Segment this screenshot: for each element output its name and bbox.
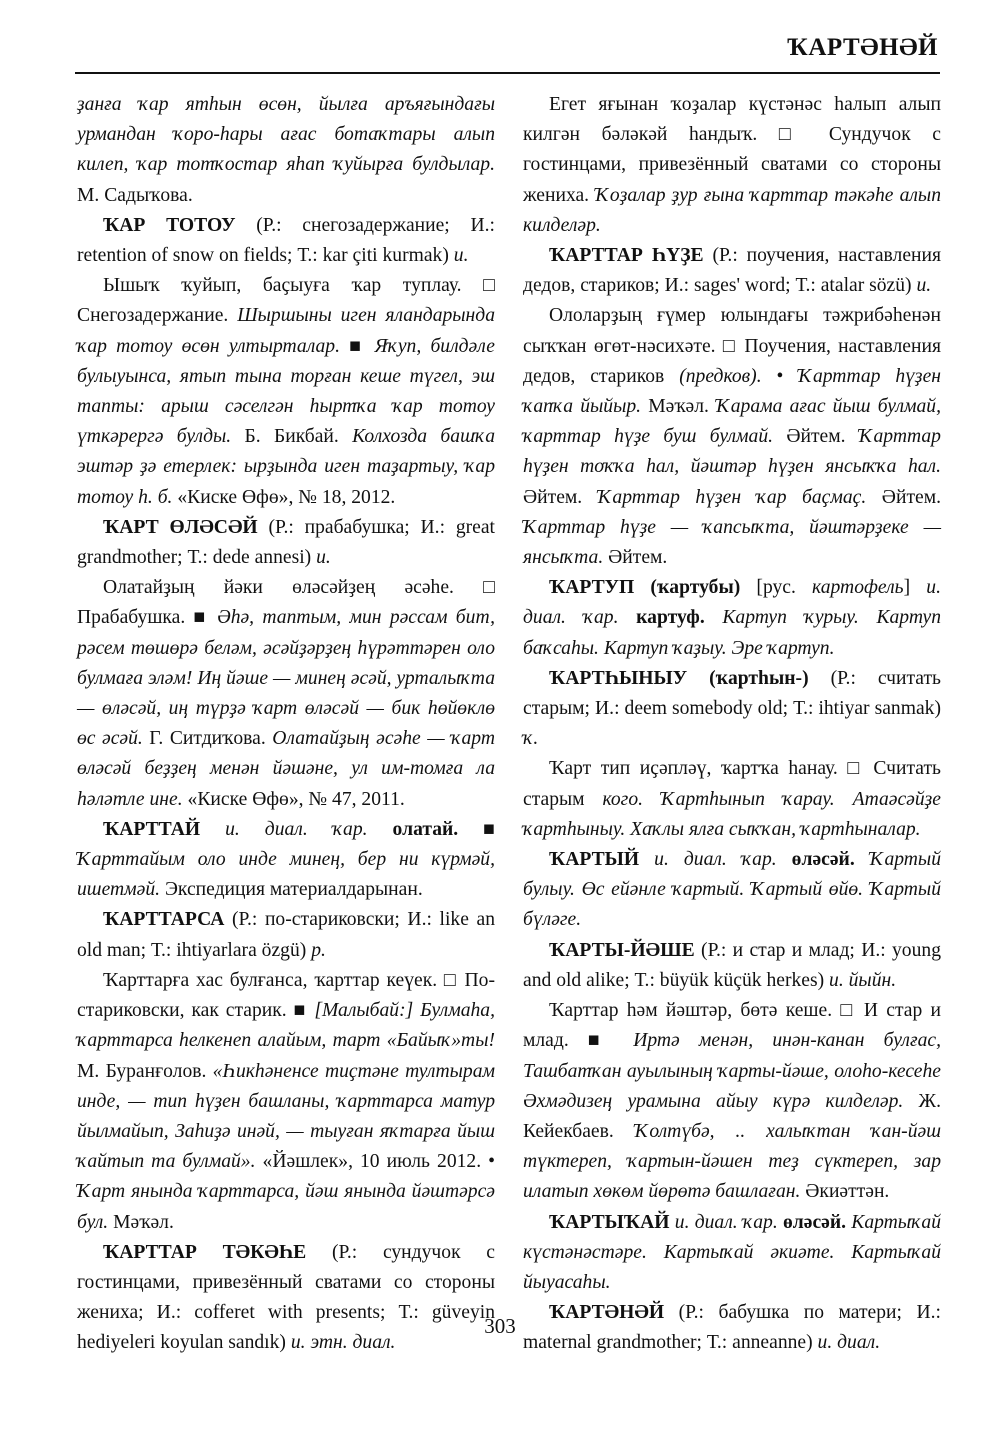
right-column bbox=[523, 90, 941, 1359]
source-text: «Йәшлек», 10 июль 2012. bbox=[255, 1151, 482, 1173]
page-number: 303 bbox=[484, 1314, 516, 1338]
source-text: М. Садыҡова. bbox=[77, 184, 193, 206]
headword: ҠАРТУП (ҡартубы) bbox=[549, 577, 741, 599]
etymology-open: [рус. bbox=[740, 577, 813, 599]
example-text: Картыҡай күстәнәстәре. Картыҡай әкиәте. Картыҡай йыуасаһы. bbox=[523, 1211, 942, 1293]
definition-meta: (Р.: и стар и млад; И.: young and old alike; Т.: büyük küçük herkes) bbox=[523, 939, 941, 991]
entry-karty-yashe bbox=[523, 936, 941, 996]
example-text: Колхозда башҡа эштәр ҙә етерлек: ырҙында иген таҙартыу, ҡар тотоу һ. б. bbox=[77, 426, 496, 508]
definition-meta: (Р.: по-стариковски; И.: like an old man; Т.: ihtiyarlara özgü) bbox=[77, 909, 495, 961]
headword: ҠАРТӘНӘЙ bbox=[549, 1302, 665, 1324]
header-rule bbox=[75, 72, 940, 74]
example-text: Яҡуп, билдәле булыуынса, ятып тына торған кеше түгел, эш тапты: арыш сәселгән һыртҡа ҡар тотоу үткәрергә булды. bbox=[77, 335, 495, 448]
example-text: Олатайҙың әсәһе — ҡарт өләсәй беҙҙең менән йәшәне, ул им-томға ла һәләтле ине. bbox=[77, 728, 495, 810]
headword: ҠАРТҺЫНЫУ (ҡартһын-) bbox=[549, 667, 809, 689]
example-text: Ҡарттар һүҙе — ҡапсыҡта, йәштәрҙеке — янсыҡта. bbox=[523, 516, 941, 569]
example-text: «Һикһәненсе тиҫтәне тултырам инде, — тип һүҙен башланы, ҡарттарса матур йылмайып, Заһиҙә инәй, — тыуған яҡтарға йыш ҡайтып та булмай». bbox=[77, 1060, 495, 1173]
definition-meta: (Р.: бабушка по матери; И.: maternal grandmother; Т.: anneanne) bbox=[523, 1302, 941, 1354]
headword: ҠАРТ ӨЛӘСӘЙ bbox=[103, 516, 258, 538]
entry-karttarsa-body bbox=[77, 966, 495, 1238]
running-head: ҠАРТӘНӘЙ bbox=[787, 34, 938, 61]
source-text: Әйтем. bbox=[866, 486, 941, 508]
example-text: Шыршыны иген яландарында ҡар тотоу өсөн ултырталар. bbox=[77, 305, 495, 357]
entry-karttar-huze-body bbox=[523, 301, 941, 573]
entry-karttarsa bbox=[77, 905, 495, 965]
bullet-marker: • bbox=[481, 1151, 496, 1173]
headword: ҠАРТЫҠАЙ bbox=[549, 1211, 670, 1233]
entry-karthyniu-body bbox=[523, 754, 941, 845]
entry-kartup bbox=[523, 573, 941, 664]
part-of-speech: р. bbox=[311, 939, 326, 961]
example-text: Ҡарттар һүҙен тоҡҡа һал, йәштәр һүҙен янсыҡҡа һал. bbox=[523, 426, 941, 478]
source-text: Ж. Кейекбаев. bbox=[523, 1090, 941, 1142]
part-of-speech: ҡ. bbox=[523, 728, 539, 750]
definition-text: Ҡарттарға хас булғанса, ҡарттар кеүек. □ По-стариковски, как старик. ■ bbox=[77, 969, 495, 1022]
example-text: [Малыбай:] Булмаһа, ҡарттарса һелкенеп алайым, тарт «Байыҡ»ты! bbox=[77, 1000, 495, 1052]
equivalent-word: өләсәй. bbox=[791, 849, 855, 871]
headword: ҠАРТТАР ҺҮҘЕ bbox=[549, 245, 704, 267]
definition-text: Ҡарт тип иҫәпләү, ҡартҡа һанау. □ Считать старым bbox=[523, 758, 941, 810]
definition-meta: (Р.: прабабушка; И.: great grandmother; Т.: dede annesi) bbox=[77, 516, 495, 569]
source-text: М. Буранғолов. bbox=[77, 1060, 213, 1082]
headword: ҠАРТТАРСА bbox=[103, 909, 225, 931]
example-text: Иртә менән, инән-канан булғас, Ташбатҡан ауылының ҡарты-йәше, олоһо-кесеһе Әхмәдизең урамына айыу күрә килделәр. bbox=[523, 1030, 942, 1112]
definition-text: Ололарҙың ғүмер юлындағы тәжрибәһенән сыҡҡан өгөт-нәсихәте. □ Поучения, наставления дедов, стариков bbox=[523, 305, 941, 387]
entry-kartyy bbox=[523, 845, 941, 936]
example-text: Ҡолтүбә, .. халыҡтан ҡан-йәш түктереп, ҡартын-йәшен теҙ сүктереп, зар илатып хөкөм йөрөтә башлаған. bbox=[523, 1120, 941, 1203]
source-text: Әкиәттән. bbox=[800, 1181, 890, 1203]
example-text: Картуп ҡурыу. Картуп баҡсаһы. Картуп ҡаҙыу. Эре ҡартуп. bbox=[523, 607, 941, 659]
etymology-close: ] bbox=[903, 577, 927, 599]
entry-karttar-huze bbox=[523, 241, 941, 301]
part-of-speech: и. йыйн. bbox=[829, 969, 897, 991]
definition-meta: (Р.: сундучок с гостинцами, привезённый сватами со стороны жениха; И.: cofferet with presents; Т.: güveyin hediyeleri koyulan sandık) bbox=[77, 1241, 495, 1354]
source-text: Әйтем. bbox=[773, 426, 859, 448]
source-text: Б. Бикбай. bbox=[231, 426, 353, 448]
left-column bbox=[77, 90, 495, 1359]
part-of-speech: и. этн. диал. bbox=[290, 1332, 396, 1354]
definition-note: кого. bbox=[602, 788, 644, 810]
equivalent-word: олатай. bbox=[392, 818, 459, 840]
example-text: ҙанға ҡар ятһын өсөн, йылға аръяғындағы урмандан ҡоро-һары ағас ботаҡтары алып килеп, ҡар тотҡостар яһап ҡуйырға булдылар. bbox=[77, 94, 495, 176]
part-of-speech: и. bbox=[453, 245, 469, 267]
grammar-label: и. диал. ҡар. bbox=[669, 1211, 783, 1233]
part-of-speech: и. bbox=[916, 275, 932, 297]
headword: ҠАРТЫ-ЙӘШЕ bbox=[549, 939, 695, 961]
source-text: Мәҡәл. bbox=[641, 396, 717, 418]
entry-kar-totou bbox=[77, 211, 495, 271]
definition-meta: (Р.: считать старым; И.: deem somebody old; Т.: ihtiyar sanmak) bbox=[523, 667, 941, 720]
example-text: Әһә, таптым, мин рәссам бит, рәсем төшөрә беләм, әсәйҙәрҙең һүрәттәрен оло булмаға эләм! Иң йәше — минең әсәй, урталыҡта — өләсәй, иң түрҙә ҡарт өләсәй — бик һөйөклө өс әсәй. bbox=[77, 607, 495, 750]
definition-text: Олатайҙың йәки өләсәйҙең әсәһе. □ Прабабушка. ■ bbox=[77, 577, 495, 629]
example-text: Ҡартһынып ҡарау. Атаәсәйҙе ҡартһыныу. Хаҡлы ялға сыҡҡан, ҡартһыналар. bbox=[523, 788, 941, 840]
example-text: Ҡарттайым оло инде минең, бер ни күрмәй, ишетмәй. bbox=[77, 849, 495, 901]
entry-karttay bbox=[77, 815, 495, 906]
bullet-marker: • bbox=[761, 365, 799, 387]
equivalent-word: өләсәй. bbox=[782, 1211, 847, 1233]
part-of-speech: и. bbox=[316, 547, 331, 569]
definition-text: Егет яғынан ҡоҙалар күстәнәс һалып алып килгән бәләкәй һандыҡ. □ Сундучок с гостинцами, привезённый сватами со стороны жениха. bbox=[523, 94, 941, 206]
entry-karttar-takahe-body bbox=[523, 90, 941, 241]
source-text: Г. Ситдиҡова. bbox=[142, 728, 273, 750]
square-marker: ■ bbox=[458, 818, 496, 840]
entry-kartykay bbox=[523, 1208, 941, 1299]
grammar-label: и. диал. ҡар. bbox=[523, 577, 941, 629]
definition-meta: (Р.: поучения, наставления дедов, стариков; И.: sages' word; Т.: atalar sözü) bbox=[523, 245, 941, 297]
headword: ҠАРТЫЙ bbox=[549, 849, 640, 871]
entry-continuation bbox=[77, 90, 495, 211]
headword: ҠАРТТАЙ bbox=[103, 818, 201, 840]
definition-text: Ышыҡ ҡуйып, баҫыуға ҡар туплау. □ Снегозадержание. bbox=[77, 275, 495, 327]
example-text: Ҡоҙалар ҙур ғына ҡарттар тәкәһе алып килделәр. bbox=[523, 184, 941, 236]
example-text: Ҡарама ағас йыш булмай, ҡарттар һүҙе буш булмай. bbox=[523, 396, 941, 448]
etymology-word: картофель bbox=[812, 577, 904, 599]
entry-kart-olasay bbox=[77, 513, 495, 573]
example-text: Ҡартый булыу. Өс ейәнле ҡартый. Ҡартый өйө. Ҡартый бүләге. bbox=[523, 849, 941, 931]
example-text: Ҡарт янында ҡарттарса, йәш янында йәштәрсә бул. bbox=[77, 1181, 495, 1233]
headword: ҠАРТТАР ТӘКӘҺЕ bbox=[103, 1241, 307, 1263]
definition-meta: (Р.: снегозадержание; И.: retention of snow on fields; Т.: kar çiti kurmak) bbox=[77, 214, 495, 267]
equivalent-word: картуф. bbox=[636, 607, 705, 629]
source-text: Мәҡәл. bbox=[108, 1211, 174, 1233]
definition-text: Ҡарттар һәм йәштәр, бөтә кеше. □ И стар и млад. ■ bbox=[523, 1000, 941, 1052]
grammar-label: и. диал. ҡар. bbox=[200, 818, 393, 840]
example-text: Ҡарттар һүҙен ҡапҡа йыйыр. bbox=[523, 365, 941, 418]
source-text: Әйтем. bbox=[603, 547, 668, 569]
square-marker: ■ bbox=[339, 335, 375, 357]
entry-karttar-takahe bbox=[77, 1238, 495, 1359]
definition-note: (предков). bbox=[679, 365, 762, 387]
source-text: «Киске Өфө», № 18, 2012. bbox=[172, 486, 396, 508]
headword: ҠАР ТОТОУ bbox=[103, 214, 236, 236]
example-text: Ҡарттар һүҙен ҡар баҫмаҫ. bbox=[597, 486, 867, 508]
entry-kart-olasay-body bbox=[77, 573, 495, 815]
source-text: Экспедиция материалдарынан. bbox=[160, 879, 423, 901]
grammar-label: и. диал. ҡар. bbox=[639, 849, 792, 871]
entry-kar-totou-body bbox=[77, 271, 495, 513]
entry-karty-yashe-body bbox=[523, 996, 941, 1207]
source-text: Әйтем. bbox=[523, 486, 598, 508]
source-text: «Киске Өфө», № 47, 2011. bbox=[182, 788, 405, 810]
part-of-speech: и. диал. bbox=[817, 1332, 881, 1354]
entry-karthyniu bbox=[523, 664, 941, 755]
